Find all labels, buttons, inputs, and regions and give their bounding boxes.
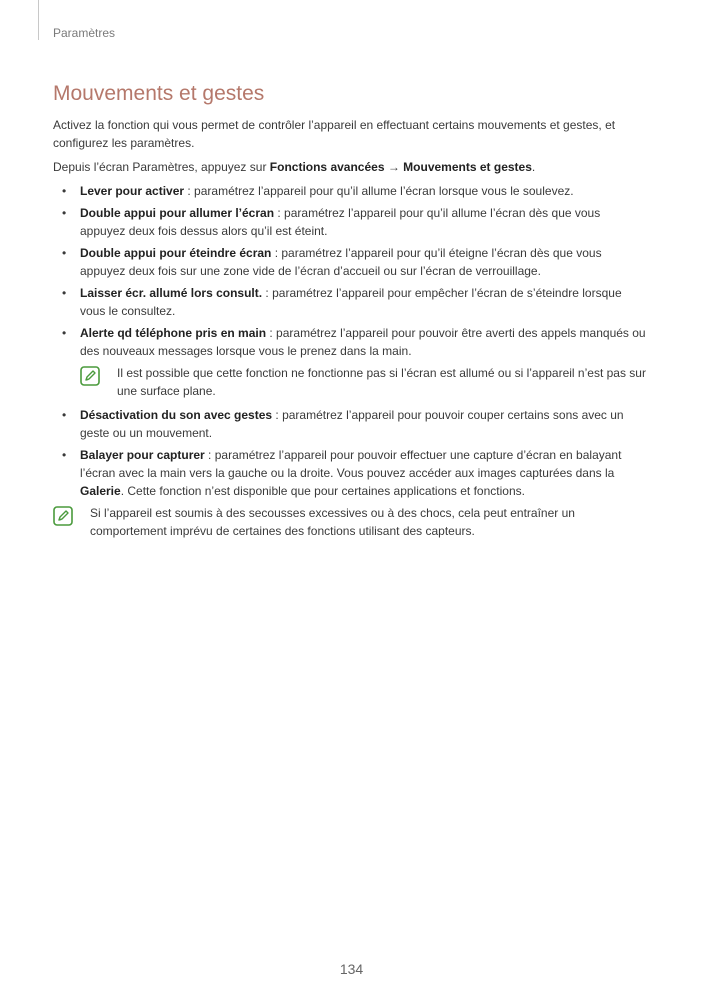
feature-term: Lever pour activer (80, 184, 185, 198)
list-item (53, 324, 648, 360)
feature-description: : paramétrez l’appareil pour pouvoir effectuer une capture d’écran en balayant l’écran avec la main vers la gauche ou la droite. Vous pouvez accéder aux images capturées dans la (80, 448, 622, 480)
path-prefix: Depuis l’écran Paramètres, appuyez sur (53, 160, 270, 174)
bullet-icon: • (62, 326, 67, 340)
list-item (53, 284, 648, 320)
feature-term: Désactivation du son avec gestes (80, 408, 273, 422)
note-pickup-alert (80, 364, 648, 400)
note-text: Il est possible que cette fonction ne fonctionne pas si l’écran est allumé ou si l’appareil n’est pas sur une surface plane. (117, 366, 646, 398)
feature-term: Double appui pour éteindre écran (80, 246, 272, 260)
page-number: 134 (339, 961, 364, 977)
feature-description: : paramétrez l’appareil pour qu’il allume l’écran dès que vous appuyez deux fois dessus alors qu’il est éteint. (80, 206, 601, 238)
note-pencil-icon (80, 366, 100, 386)
list-item (53, 406, 648, 442)
bullet-icon: • (62, 448, 67, 462)
running-header: Paramètres (53, 26, 116, 40)
header-divider (38, 0, 39, 40)
bullet-icon: • (62, 246, 67, 260)
bullet-icon: • (62, 408, 67, 422)
feature-description: : paramétrez l’appareil pour qu’il allume l’écran lorsque vous le soulevez. (184, 184, 574, 198)
feature-description: : paramétrez l’appareil pour empêcher l’écran de s’éteindre lorsque vous le consultez. (80, 286, 622, 318)
note-pencil-icon (53, 506, 73, 526)
feature-term: Double appui pour allumer l’écran (80, 206, 275, 220)
bullet-icon: • (62, 184, 67, 198)
feature-description: : paramétrez l’appareil pour pouvoir être averti des appels manqués ou des nouveaux messages lorsque vous le prenez dans la main. (80, 326, 646, 358)
path-suffix: . (531, 160, 536, 174)
feature-description: : paramétrez l’appareil pour pouvoir couper certains sons avec un geste ou un mouvement. (80, 408, 624, 440)
bullet-icon: • (62, 206, 67, 220)
list-item (53, 446, 648, 500)
feature-list-continued (53, 406, 648, 500)
feature-term: Balayer pour capturer (80, 448, 205, 462)
feature-description: : paramétrez l’appareil pour qu’il éteigne l’écran dès que vous appuyez deux fois sur une zone vide de l’écran d’accueil ou sur l’écran de verrouillage. (80, 246, 602, 278)
list-item (53, 244, 648, 280)
navigation-path (53, 158, 648, 176)
note-sensor-warning (53, 504, 648, 540)
feature-description-end: . Cette fonction n’est disponible que pour certaines applications et fonctions. (120, 484, 525, 498)
page-content (53, 116, 648, 546)
bullet-icon: • (62, 286, 67, 300)
path-arrow: → (384, 160, 404, 174)
feature-term: Alerte qd téléphone pris en main (80, 326, 267, 340)
note-text: Si l’appareil est soumis à des secousses excessives ou à des chocs, cela peut entraîner un comportement imprévu de certaines des fonctions utilisant des capteurs. (90, 506, 575, 538)
feature-list (53, 182, 648, 360)
intro-paragraph: Activez la fonction qui vous permet de contrôler l’appareil en effectuant certains mouvements et gestes, et configurez les paramètres. (53, 118, 616, 150)
gallery-term: Galerie (80, 484, 121, 498)
path-step-advanced-features: Fonctions avancées (269, 160, 385, 174)
list-item (53, 182, 648, 200)
path-step-motions-gestures: Mouvements et gestes (403, 160, 532, 174)
page-title: Mouvements et gestes (53, 82, 265, 105)
list-item (53, 204, 648, 240)
feature-term: Laisser écr. allumé lors consult. (80, 286, 263, 300)
